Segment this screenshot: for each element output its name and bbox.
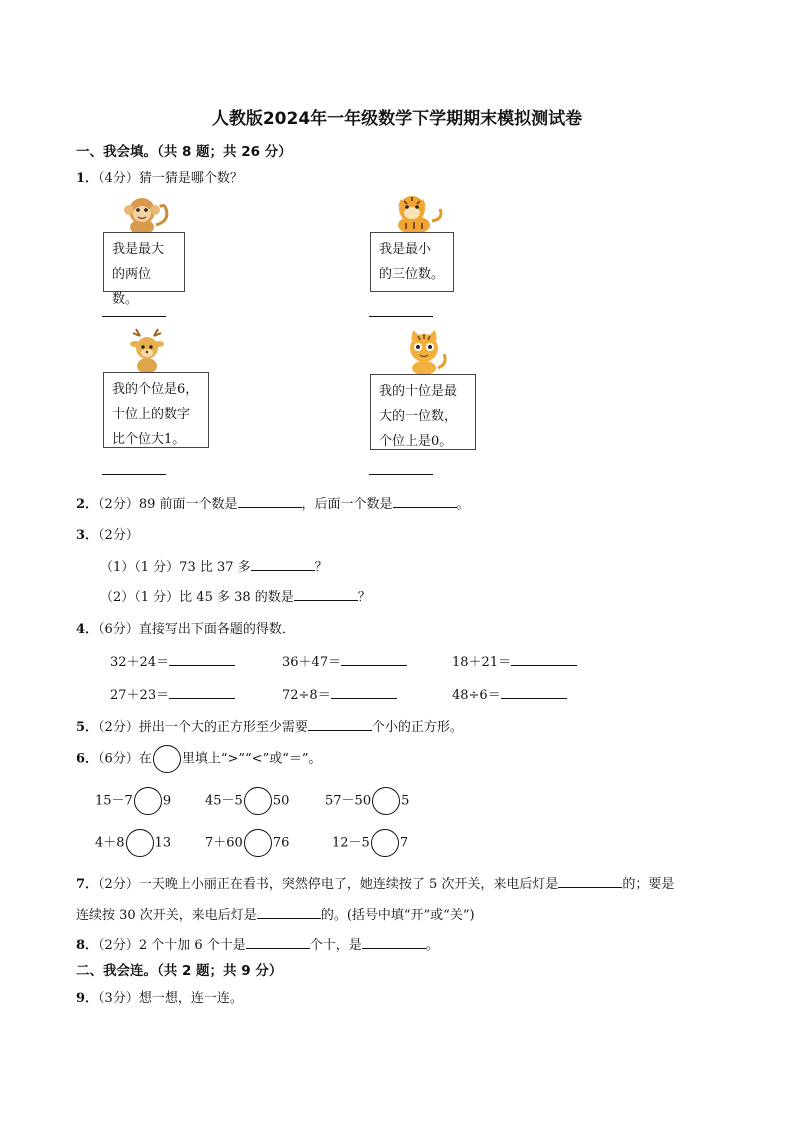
- compare-left: 4＋8: [95, 835, 125, 851]
- question-8: [76, 934, 439, 953]
- answer-blank-2[interactable]: [369, 316, 433, 317]
- answer-blank[interactable]: [511, 653, 577, 666]
- compare-circle-icon: [153, 745, 181, 773]
- clue-line: 个位上是0。: [379, 434, 453, 449]
- question-3: [76, 524, 139, 543]
- answer-blank[interactable]: [558, 875, 622, 888]
- question-9: [76, 987, 243, 1006]
- answer-blank[interactable]: [246, 936, 310, 949]
- clue-card-2: [370, 232, 454, 292]
- question-text: 89 前面一个数是: [138, 497, 238, 512]
- compare-circle[interactable]: [244, 829, 272, 857]
- equation: [452, 684, 567, 703]
- compare-left: 7＋60: [205, 835, 243, 851]
- question-text: ，后面一个数是: [301, 497, 393, 512]
- compare-circle[interactable]: [244, 787, 272, 815]
- answer-blank[interactable]: [308, 718, 372, 731]
- answer-blank[interactable]: [238, 495, 302, 508]
- compare-item: [205, 829, 289, 857]
- question-text: 一天晚上小丽正在看书，突然停电了，她连续按了 5 次开关，来电后灯是: [138, 877, 559, 892]
- answer-blank[interactable]: [393, 495, 457, 508]
- equation-text: 27＋23＝: [110, 688, 170, 703]
- question-7-line-2: [76, 904, 475, 923]
- clue-card-4: [370, 374, 476, 450]
- question-text: ？: [314, 560, 328, 575]
- question-score: （2分）: [98, 938, 139, 953]
- question-score: （2分）: [98, 497, 139, 512]
- clue-line: 大的一位数，: [379, 409, 458, 424]
- question-score: （2分）: [98, 720, 139, 735]
- question-number: 4．: [76, 622, 99, 637]
- clue-line: 比个位大1。: [112, 432, 186, 447]
- compare-left: 45－5: [205, 793, 243, 809]
- clue-line: 的三位数。: [379, 267, 445, 282]
- compare-right: 13: [154, 835, 172, 851]
- compare-item: [95, 787, 171, 815]
- question-text: 个小的正方形。: [371, 720, 463, 735]
- compare-item: [332, 829, 408, 857]
- compare-circle[interactable]: [371, 829, 399, 857]
- answer-blank[interactable]: [251, 558, 315, 571]
- question-text: 的；要是: [622, 877, 675, 892]
- compare-right: 50: [272, 793, 290, 809]
- equation-text: 48÷6＝: [452, 688, 501, 703]
- answer-blank-3[interactable]: [102, 474, 166, 475]
- question-text: （1）（1 分）73 比 37 多: [100, 560, 251, 575]
- compare-circle[interactable]: [372, 787, 400, 815]
- equation-text: 18＋21＝: [452, 655, 512, 670]
- compare-left: 15－7: [95, 793, 133, 809]
- question-score: （4分）: [98, 171, 139, 186]
- question-text: 想一想，连一连。: [138, 991, 243, 1006]
- clue-line: 我是最大: [112, 242, 165, 257]
- equation-text: 36＋47＝: [282, 655, 342, 670]
- compare-left: 12－5: [332, 835, 370, 851]
- question-text: 2 个十加 6 个十是: [138, 938, 246, 953]
- equation: [110, 684, 235, 703]
- answer-blank[interactable]: [294, 588, 358, 601]
- question-text: 。: [425, 938, 439, 953]
- deer-icon: [128, 328, 168, 374]
- question-text: 连续按 30 次开关，来电后灯是: [76, 908, 257, 923]
- clue-line: 我是最小: [379, 242, 432, 257]
- answer-blank[interactable]: [501, 686, 567, 699]
- compare-circle[interactable]: [134, 787, 162, 815]
- question-4: [76, 618, 295, 637]
- question-1: [76, 167, 243, 186]
- section-heading-1: 一、我会填。（共 8 题；共 26 分）: [76, 144, 292, 160]
- question-2: [76, 493, 470, 512]
- clue-line: 十位上的数字: [112, 407, 191, 422]
- question-score: （3分）: [98, 991, 139, 1006]
- equation: [452, 651, 577, 670]
- question-number: 5．: [76, 720, 99, 735]
- question-5: [76, 716, 463, 735]
- question-3-part-2: [100, 586, 371, 605]
- answer-blank[interactable]: [362, 936, 426, 949]
- clue-line: 的两位数。: [112, 267, 152, 307]
- question-number: 1．: [76, 171, 99, 186]
- clue-line: 我的十位是最: [379, 384, 458, 399]
- question-score: （6分）: [98, 622, 139, 637]
- answer-blank[interactable]: [169, 653, 235, 666]
- compare-circle[interactable]: [126, 829, 154, 857]
- question-text: 。: [456, 497, 470, 512]
- clue-card-1: [103, 232, 185, 307]
- clue-card-3: [103, 372, 209, 448]
- question-text: 个十，是: [309, 938, 362, 953]
- clue-line: 我的个位是6，: [112, 382, 199, 397]
- compare-left: 57－50: [325, 793, 372, 809]
- equation-text: 72÷8＝: [282, 688, 331, 703]
- answer-blank-4[interactable]: [369, 474, 433, 475]
- question-text: 猜一猜是哪个数？: [138, 171, 243, 186]
- question-3-part-1: [100, 556, 328, 575]
- equation: [282, 684, 397, 703]
- question-text: 直接写出下面各题的得数．: [138, 622, 295, 637]
- compare-item: [95, 829, 171, 857]
- question-text: 在: [138, 751, 152, 767]
- equation: [282, 651, 407, 670]
- question-text: 里填上“>”“<”或“＝”。: [181, 751, 322, 767]
- question-number: 8．: [76, 938, 99, 953]
- question-number: 7．: [76, 877, 99, 892]
- compare-right: 7: [399, 835, 409, 851]
- answer-blank[interactable]: [169, 686, 235, 699]
- question-6: [76, 745, 322, 773]
- compare-right: 9: [162, 793, 172, 809]
- tiger-icon: [384, 193, 444, 235]
- question-text: ？: [357, 590, 371, 605]
- section-heading-2: 二、我会连。（共 2 题；共 9 分）: [76, 963, 283, 979]
- question-text: 拼出一个大的正方形至少需要: [138, 720, 308, 735]
- answer-blank-1[interactable]: [102, 316, 166, 317]
- question-number: 6．: [76, 751, 99, 767]
- question-number: 9．: [76, 991, 99, 1006]
- question-text: （2）（1 分）比 45 多 38 的数是: [100, 590, 294, 605]
- answer-blank[interactable]: [341, 653, 407, 666]
- page-title: 人教版2024年一年级数学下学期期末模拟测试卷: [211, 109, 583, 129]
- compare-right: 5: [401, 793, 410, 809]
- equation-text: 32＋24＝: [110, 655, 170, 670]
- question-number: 2．: [76, 497, 99, 512]
- cat-icon: [402, 328, 448, 376]
- answer-blank[interactable]: [257, 906, 321, 919]
- equation: [110, 651, 235, 670]
- answer-blank[interactable]: [331, 686, 397, 699]
- question-number: 3．: [76, 528, 99, 543]
- question-score: （6分）: [98, 751, 139, 767]
- compare-right: 76: [272, 835, 290, 851]
- question-score: （2分）: [98, 877, 139, 892]
- compare-item: [205, 787, 289, 815]
- question-score: （2分）: [98, 528, 139, 543]
- monkey-icon: [118, 195, 172, 235]
- question-text: 的。(括号中填“开”或“关”): [320, 908, 475, 923]
- compare-item: [325, 787, 409, 815]
- question-7: [76, 873, 674, 892]
